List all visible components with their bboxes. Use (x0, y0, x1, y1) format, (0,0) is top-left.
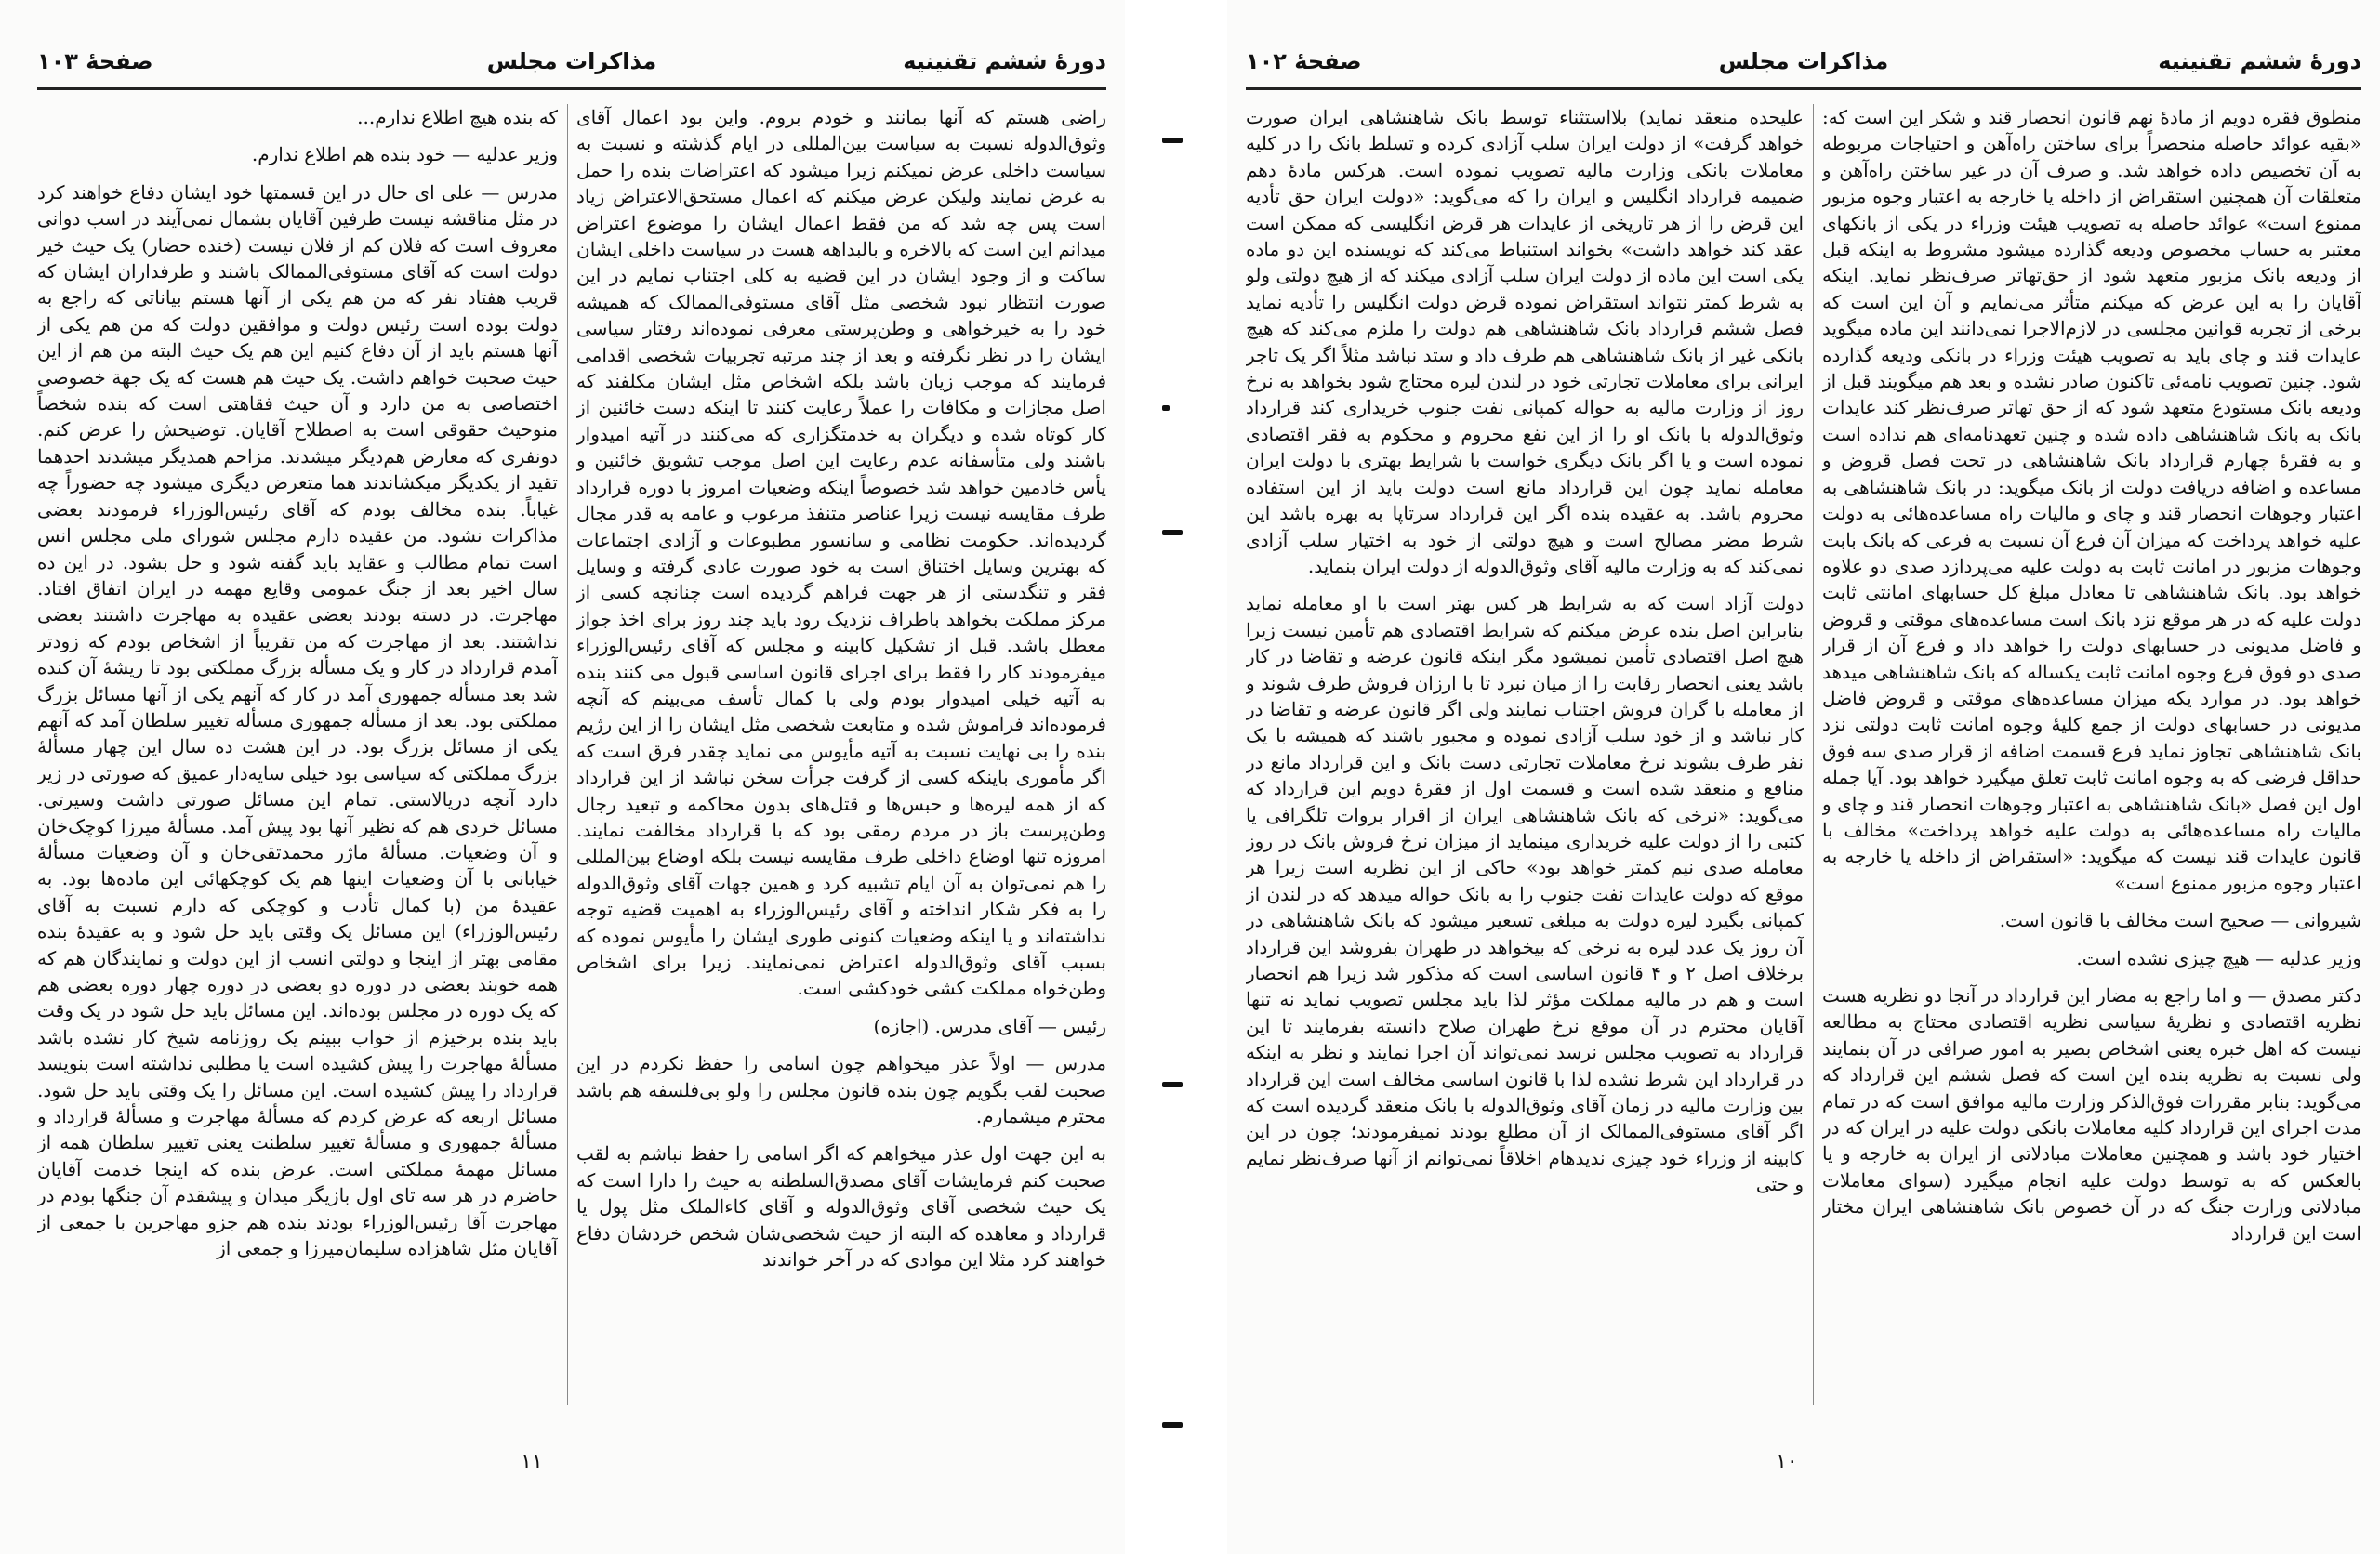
right-page (1227, 0, 2380, 1554)
page-folio: ۱۱ (521, 1450, 543, 1473)
page-header (37, 48, 1106, 82)
registration-mark (1162, 1422, 1183, 1428)
paragraph: رئیس — آقای مدرس. (اجازه) (873, 1014, 1106, 1037)
registration-mark (1162, 405, 1170, 411)
paragraph: راضی هستم که آنها بمانند و خودم بروم. واین بود اعمال آقای وثوق‌الدوله نسبت به سیاست بین‌المللی در ایام گذشته و نسبت به سیاست داخلی عرض نمیکنم زیرا میشود که اعتراضات بنده را حمل به غرض نمایند ولیکن عرض میکنم که اعمال مستحق‌الاعتراض زیاد است پس چه شد که من فقط اعمال ایشان را موضوع اعتراض میدانم این است که بالاخره و بالبداهه هست در سیاست داخلی ایشان ساکت و از وجود ایشان در این قضیه به کلی اجتناب نمایم در این صورت انتظار نبود شخصی مثل آقای مستوفی‌الممالک که همیشه خود را به خیرخواهی و وطن‌پرستی معرفی نموده‌اند رفتار سیاسی ایشان را در نظر نگرفته و بعد از چند مرتبه تجربیات شخصی اقدامی فرمایند که موجب زیان باشد بلکه اشخاص مثل ایشان مکلفند که اصل مجازات و مکافات را عملاً رعایت کنند تا اینکه دست خائنین از کار کوتاه شده و دیگران به خدمتگزاری که می‌کنند در آتیه امیدوار باشند ولی متأسفانه عدم رعایت این اصل موجب تشویق خائنین و یأس خادمین خواهد شد خصوصاً اینکه وضعیات امروز با دوره قرارداد طرف مقایسه نیست زیرا عناصر متنفذ مرعوب و عامه به قدر مجال گردیده‌اند. حکومت نظامی و سانسور مطبوعات و آزادی اجتماعات که بهترین وسایل اختناق است به خود صورت عادی گرفته و وسایل فقر و تنگدستی از هر جهت فراهم گردیده است چنانچه کسی از مرکز مملکت بخواهد باطراف نزدیک رود باید چند روز برای اخذ جواز معطل باشد. قبل از تشکیل کابینه و مجلس که آقای رئیس‌الوزراء میفرمودند کار را فقط برای اجرای قانون اساسی قبول می کنند بنده به آتیه خیلی امیدوار بودم ولی با کمال تأسف می‌بینم که آنچه فرموده‌اند فراموش شده و متابعت شخصی مثل ایشان را از این رژیم بنده را بی نهایت نسبت به آتیه مأیوس می نماید چقدر فرق است که اگر مأموری باینکه کسی از گرفت جرأت سخن نباشد از این قرارداد که از همه لیره‌ها و حبس‌ها و قتل‌های بدون محاکمه و تبعید رجال وطن‌پرست باز در مردم رمقی بود که با قرارداد مخالفت نمایند. امروزه تنها اوضاع داخلی طرف مقایسه نیست بلکه اوضاع بین‌المللی را هم نمی‌توان به آن ایام تشبیه کرد و همین جهات آقای وثوق‌الدوله را به فکر شکار انداخته و آقای رئیس‌الوزراء به اهمیت قضیه توجه نداشته‌اند و یا اینکه وضعیات کنونی طوری ایشان را مأیوس نموده که بسبب آقای وثوق‌الدوله اعتراض نمی‌نمایند. زیرا برای اشخاص وطن‌خواه مملکت کشی خودکشی است. (576, 106, 1106, 1000)
text-column-left (1246, 104, 1804, 1405)
paragraph: مدرس — علی ای حال در این قسمتها خود ایشان دفاع خواهند کرد در مثل مناقشه نیست طرفین آقایان بشمال نمی‌آیند در اسب دوانی معروف است که فلان کم از فلان نیست (خنده حضار) یک حیث خیر دولت است که آقای مستوفی‌الممالک باشند و طرفداران ایشان که قریب هفتاد نفر که من هم یکی از آنها هستم بیاناتی که راجع به دولت بوده است رئیس دولت و موافقین دولت که من هم یکی از آنها هستم باید از آن دفاع کنیم این هم یک حیث البته من هم از این حیث صحبت خواهم داشت. یک حیث هم هست که یک جهة خصوصی اختصاصی به من دارد و آن حیث فقاهتی است که بنده شخصاً منوحیث حقوقی است به اصطلاح آقایان. توضیحش را عرض کنم. دونفری که معارض هم‌دیگر میشدند. مزاحم همدیگر میشدند احدهما تقید از یکدیگر میکشاندند هما متعرض دیگری میشود چه حضوراً چه غیاباً. بنده مخالف بودم که آقای رئیس‌الوزراء فرمودند بعضی مذاکرات نشود. من عقیده دارم مجلس شورای ملی مجلس انس است تمام مطالب و عقاید باید گفته شود و حل بشود. در این ده سال اخیر بعد از جنگ عمومی وقایع مهمه در ایران اتفاق افتاد. مهاجرت. در دسته بودند بعضی عقیده به مهاجرت داشتند بعضی نداشتند. بعد از مهاجرت که من تقریباً از اشخاص بودم که زودتر آمدم قرارداد در کار و یک مسأله بزرگ مملکتی بود تا ریشهٔ آن کنده شد بعد مسأله جمهوری آمد در کار که آنهم یکی از آنها مسائل بزرگ مملکتی بود. بعد از مسأله جمهوری مسأله تغییر سلطان آمد که آنهم یکی از مسائل بزرگ بود. در این هشت ده سال این چهار مسألهٔ بزرگ مملکتی که سیاسی بود خیلی سایه‌دار عمیق که صورتی در زیر دارد آنچه دریالاستی. تمام این مسائل صورتی داشت وسیرتی. مسائل خردی هم که نظیر آنها بود پیش آمد. مسألهٔ میرزا کوچک‌خان و آن وضعیات. مسألهٔ ماژر محمدتقی‌خان و آن وضعیات مسألهٔ خیابانی با آن وضعیات اینها هم یک کوچکهائی این ماده‌ها بود. به عقیدهٔ من (با کمال تأدب و کوچکی که دارم نسبت به آقای رئیس‌الوزراء) این مسائل یک وقتی باید حل شود و به عقیدهٔ بنده مقامی بهتر از اینجا و دولتی انسب از این دولت و نمایندگان هم که همه خوبند بعضی در دوره دو بعضی در دوره چهار دوره بعضی هم که یک دوره در مجلس بوده‌اند. این مسائل باید حل شود در یک وقت باید بنده برخیزم از خواب ببینم یک روزنامه شیخ کار نشده باشد مسألهٔ مهاجرت را پیش کشیده است یا مطلبی نداشته است بنویسد قرارداد را پیش کشیده است. این مسائل را یک وقتی باید حل شود. مسائل اربعه که عرض کردم که مسألهٔ مهاجرت و مسألهٔ قرارداد و مسألهٔ جمهوری و مسألهٔ تغییر سلطنت یعنی تغییر سلطان همه از مسائل مهمهٔ مملکتی است. عرض بنده که اینجا خدمت آقایان حاضرم در هر سه تای اول بازیگر میدان و پیشقدم آن جنگها بودم در مهاجرت آقا رئیس‌الوزراء بودند بنده هم جزو مهاجرین با جمعی از آقایان مثل شاهزاده سلیمان‌میرزا و جمعی از (37, 180, 558, 1260)
text-column-right (1822, 104, 2361, 1405)
paragraph: وزیر عدلیه — هیچ چیزی نشده است. (2076, 946, 2361, 969)
header-session: دورهٔ ششم تقنینیه (903, 48, 1106, 74)
registration-mark (1162, 530, 1183, 535)
paragraph: دولت آزاد است که به شرایط هر کس بهتر است با او معامله نماید بنابراین اصل بنده عرض میکنم که شرایط اقتصادی هم تأمین نیست زیرا هیچ اصل اقتصادی تأمین نمیشود مگر اینکه قانون عرضه و تقاضا در کار باشد یعنی انحصار رقابت را از میان نبرد تا با ارزان فروش طرف شوند و از معامله با گران فروش اجتناب نمایند ولی اگر قانون عرضه و تقاضا در کار نباشد و از خود سلب آزادی نموده و مجبور باشند که همیشه با یک نفر طرف بشوند نرخ معاملات تجارتی دست بانک و این قرارداد مانع در منافع و منعقد شده است و قسمت اول از فقرهٔ دویم این قرارداد که می‌گوید: «نرخی که بانک شاهنشاهی ایران از اقرار بروات تلگرافی یا کتبی را از دولت علیه خریداری مینماید از میزان نرخ فروش بانک در روز معامله صدی نیم کمتر خواهد بود» حاکی از این نظریه است زیرا هر موقع که دولت عایدات نفت جنوب را به بانک حواله میدهد که در لندن از کمپانی بگیرد لیره دولت به مبلغی تسعیر میشود که بانک شاهنشاهی در آن روز یک عدد لیره به نرخی که بیخواهد در طهران بفروشد این قرارداد برخلاف اصل ۲ و ۴ قانون اساسی است که مذکور شد زیرا هم انحصار است و هم در مالیه مملکت مؤثر لذا باید مجلس تصویب نماید نه تنها آقایان محترم در آن موقع نرخ طهران صلاح دانسته بفرمایند تا این قرارداد به تصویب مجلس نرسد نمی‌تواند آن اجرا نمایند و نظر به اینکه در قرارداد این شرط نشده لذا با قانون اساسی مخالف است این قرارداد بین وزارت مالیه در زمان آقای وثوق‌الدوله با بانک منعقد گردیده است که اگر آقای مستوفی‌الممالک از آن مطلع بودند نمیفرمودند؛ چون در این کابینه از وزراء خود چیزی ندیدهام اخلاقاً نمی‌توانم از آنها صرف‌نظر نمایم و حتی (1246, 592, 1804, 1196)
paragraph: منطوق فقره دویم از مادهٔ نهم قانون انحصار قند و شکر این است که: «بقیه عوائد حاصله منحصراً برای ساختن راه‌آهن و احتیاجات مربوطه به آن تخصیص داده خواهد شد. و صرف آن در غیر ساختن راه‌آهن و متعلقات آن همچنین استقراض از داخله یا خارجه به اعتبار وجوه مزبور ممنوع است» عوائد حاصله به تصویب هیئت وزراء در یکی از بانکهای معتبر به حساب مخصوص ودیعه گذارده میشود مشروط به اینکه قبل از ودیعه بانک مزبور متعهد شود از حق‌تهاتر صرف‌نظر نماید. اینکه آقایان را به این عرض که میکنم متأثر می‌نمایم و آن این است که برخی از تجربه قوانین مجلسی در لازم‌الاجرا نمی‌دانند این ماده میگوید عایدات قند و چای باید به تصویب هیئت وزراء در بانکی ودیعه گذارده شود. چنین تصویب نامه‌ئی تاکنون صادر نشده و بعد هم میگویند قبل از ودیعه بانک مستودع متعهد شود که از حق تهاتر صرف‌نظر کند عایدات بانک به بانک شاهنشاهی داده شده و چنین تعهدنامه‌ای هم نداده است و به فقرهٔ چهارم قرارداد بانک شاهنشاهی در تحت فصل قروض و مساعده و اضافه دریافت دولت از بانک میگوید: در بانک شاهنشاهی به اعتبار وجوهات انحصار قند و چای و مالیات راه مساعده‌هائی به دولت علیه خواهد پرداخت که میزان آن فرع آن نسبت به فرعی که بانک بابت وجوهات مزبور در امانت ثابت به دولت علیه می‌پردازد صدی دو علاوه خواهد بود. بانک شاهنشاهی تا معادل مبلغ کل حسابهای امانتی ثابت دولت علیه که در هر موقع نزد بانک است مساعده‌های موقتی و قروض و فاضل مدیونی در حسابهای دولت را خواهد داد و فرع آن از قرار صدی دو فوق فرع وجوه امانت ثابت یکساله که بانک شاهنشاهی میدهد خواهد بود. در موارد یکه میزان مساعده‌های موقتی و قروض فاضل مدیونی در حسابهای دولت از جمع کلیهٔ وجوه امانت ثابت دولتی نزد بانک شاهنشاهی تجاوز نماید فرع قسمت اضافه از قرار صدی سه فوق حداقل فرضی که به وجوه امانت ثابت تعلق میگیرد خواهد بود. آیا جمله اول این فصل «بانک شاهنشاهی به اعتبار وجوهات انحصار قند و چای و مالیات راه مساعده‌هائی به دولت علیه خواهد پرداخت» مخالف با قانون عایدات قند نیست که میگوید: «استقراض از داخله یا خارجه به اعتبار وجوه مزبور ممنوع است» (1822, 106, 2361, 894)
text-column-left (37, 104, 558, 1405)
registration-mark (1162, 1082, 1183, 1087)
paragraph: وزیر عدلیه — خود بنده هم اطلاع ندارم. (251, 143, 558, 166)
registration-mark (1162, 138, 1183, 143)
column-divider (1813, 104, 1814, 1405)
paragraph: دکتر مصدق — و اما راجع به مضار این قرارداد در آنجا دو نظریه هست نظریه اقتصادی و نظریهٔ سیاسی نظریه اقتصادی محتاج به مطالعه نیست که اهل خبره یعنی اشخاص بصیر به امور صرافی در آن بنمایند ولی نسبت به نظریه بنده این است که فصل ششم این قرارداد که می‌گوید: بنابر مقررات فوق‌الذکر وزارت مالیه موافق است که در تمام مدت اجرای این قرارداد کلیه معاملات بانکی دولت علیه در ایران که در اختیار خود باشد و همچنین معاملات مبادلاتی از ایران به خارجه و یا بالعکس که به توسط دولت علیه انجام میگیرد (سوای معاملات مبادلاتی وزارت جنگ که در آن خصوص بانک شاهنشاهی ایران مختار است این قرارداد (1822, 984, 2361, 1245)
paragraph: شیروانی — صحیح است مخالف با قانون است. (1999, 909, 2361, 932)
paragraph: علیحده منعقد نماید) بلااستثناء توسط بانک شاهنشاهی ایران صورت خواهد گرفت» از دولت ایران سلب آزادی کرده و تسلط بانک را در کلیه معاملات بانکی وزارت مالیه تصویب نموده است. هرکس مادهٔ دهم ضمیمه قرارداد انگلیس و ایران را که می‌گوید: «دولت ایران حق تأدیه این قرض را از هر تاریخی از عایدات هر قرض انگلیسی که ممکن است عقد کند خواهد داشت» بخواند استنباط می‌کند که نویسنده این دو ماده یکی است این ماده از دولت ایران سلب آزادی میکند که از هیچ دولتی ولو به شرط کمتر نتواند استقراض نموده قرض دولت انگلیس را تأدیه نماید فصل ششم قرارداد بانک شاهنشاهی هم دولت را ملزم می‌کند که هیچ بانکی غیر از بانک شاهنشاهی هم طرف داد و ستد نباشد مثلاً اگر یک تاجر ایرانی برای معاملات تجارتی خود در لندن لیره محتاج شود بخواهد به نرخ روز از وزارت مالیه به حواله کمپانی نفت جنوب خریداری کند قرارداد وثوق‌الدوله با بانک او را از این نفع محروم و محکوم به فقر اقتصادی نموده است و یا اگر بانک دیگری خواست با شرایط بهتری با دولت ایران معامله نماید چون این قرارداد مانع است دولت باید از این استفاده محروم باشد. به عقیده بنده اگر این قرارداد سرتاپا به بهره باشد این شرط مضر مصالح است و هیچ دولتی از خود به اختیار سلب آزادی نمی‌کند که به وزارت مالیه آقای وثوق‌الدوله از دولت ایران بنماید. (1246, 106, 1804, 577)
paragraph: مدرس — اولاً عذر میخواهم چون اسامی را حفظ نکردم در این صحبت لقب بگویم چون بنده قانون مجلس را ولو بی‌فلسفه هم باشد محترم میشمارم. (576, 1052, 1106, 1128)
paragraph: به این جهت اول عذر میخواهم که اگر اسامی را حفظ نباشم به لقب صحبت کنم فرمایشات آقای مصدق‌السلطنه به حیث را دارا است که یک حیث شخصی آقای وثوق‌الدوله و آقای کاءالملک مثل پول یا قرارداد و معاهده که البته از حیث شخصی‌شان شخص خردشان دفاع خواهند کرد مثلا این موادی که در آخر خواندند (576, 1142, 1106, 1271)
header-page-number: صفحهٔ ۱۰۳ (37, 48, 153, 74)
header-rule (37, 87, 1106, 90)
header-rule (1246, 87, 2361, 90)
book-gutter (1125, 0, 1227, 1554)
header-title: مذاکرات مجلس (486, 48, 657, 74)
column-divider (567, 104, 568, 1405)
paragraph: که بنده هیچ اطلاع ندارم... (357, 106, 558, 128)
page-folio: ۱۰ (1776, 1450, 1798, 1473)
left-page (0, 0, 1125, 1554)
header-session: دورهٔ ششم تقنینیه (2158, 48, 2361, 74)
header-title: مذاکرات مجلس (1718, 48, 1889, 74)
header-page-number: صفحهٔ ۱۰۲ (1246, 48, 1362, 74)
page-header (1246, 48, 2361, 82)
text-column-right (576, 104, 1106, 1405)
